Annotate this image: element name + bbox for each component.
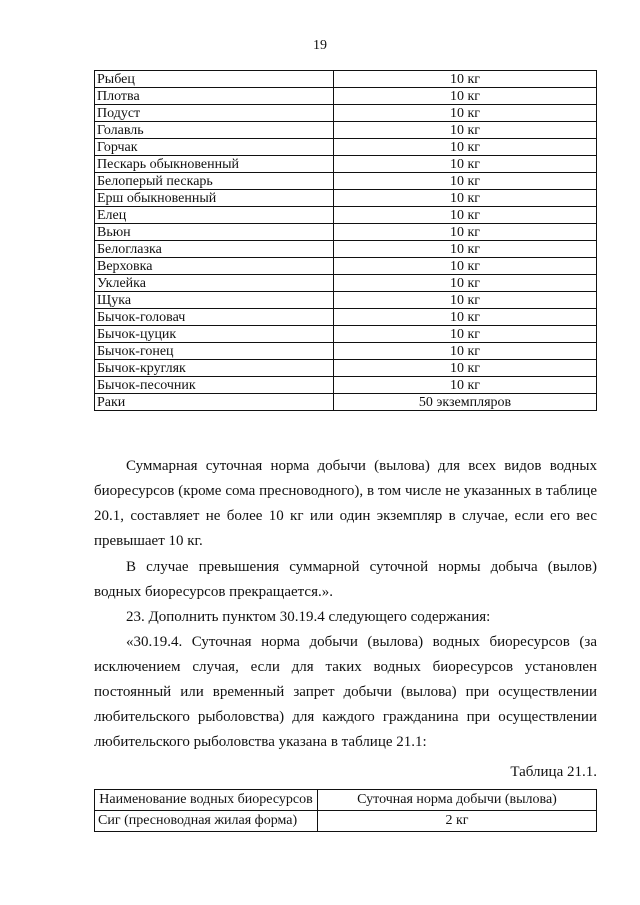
norm-cell: 50 экземпляров xyxy=(334,394,597,411)
species-cell: Бычок-головач xyxy=(95,309,334,326)
norm-cell: 10 кг xyxy=(334,122,597,139)
norm-cell: 10 кг xyxy=(334,139,597,156)
species-cell: Голавль xyxy=(95,122,334,139)
table-20-1 xyxy=(94,70,597,411)
norm-cell: 10 кг xyxy=(334,343,597,360)
paragraph-exceed: В случае превышения суммарной суточной нормы добыча (вылов) водных биоресурсов прекращается.». xyxy=(94,559,597,600)
table-row xyxy=(95,173,597,190)
table-21-1 xyxy=(94,789,597,832)
norm-cell: 10 кг xyxy=(334,326,597,343)
norm-cell: 10 кг xyxy=(334,105,597,122)
norm-cell: 10 кг xyxy=(334,377,597,394)
header-species: Наименование водных биоресурсов xyxy=(95,790,318,811)
header-norm: Суточная норма добычи (вылова) xyxy=(318,790,597,811)
norm-cell: 10 кг xyxy=(334,258,597,275)
norm-cell: 10 кг xyxy=(334,88,597,105)
species-cell: Бычок-песочник xyxy=(95,377,334,394)
species-cell: Плотва xyxy=(95,88,334,105)
paragraph-30-19-4: «30.19.4. Суточная норма добычи (вылова) водных биоресурсов (за исключением случая, если для таких водных биоресурсов установлен постоянный или временный запрет добычи (вылова) при осуществлении любительского рыболовства) для каждого гражданина при осуществлении любительского рыболовства указана в таблице 21.1: xyxy=(94,634,597,750)
norm-cell: 10 кг xyxy=(334,224,597,241)
table-row xyxy=(95,105,597,122)
species-cell: Бычок-гонец xyxy=(95,343,334,360)
norm-cell: 10 кг xyxy=(334,207,597,224)
species-cell: Белоперый пескарь xyxy=(95,173,334,190)
species-cell: Верховка xyxy=(95,258,334,275)
norm-cell: 10 кг xyxy=(334,190,597,207)
norm-cell: 10 кг xyxy=(334,71,597,88)
norm-cell: 10 кг xyxy=(334,173,597,190)
table-row xyxy=(95,811,597,832)
species-cell: Щука xyxy=(95,292,334,309)
species-cell: Рыбец xyxy=(95,71,334,88)
table-row xyxy=(95,190,597,207)
table-21-1-caption: Таблица 21.1. xyxy=(510,764,597,780)
table-row xyxy=(95,207,597,224)
table-row xyxy=(95,241,597,258)
table-row xyxy=(95,343,597,360)
table-row xyxy=(95,394,597,411)
table-row xyxy=(95,71,597,88)
norm-cell: 10 кг xyxy=(334,292,597,309)
table-row xyxy=(95,139,597,156)
table-row xyxy=(95,360,597,377)
species-cell: Раки xyxy=(95,394,334,411)
table-row xyxy=(95,309,597,326)
norm-cell: 10 кг xyxy=(334,156,597,173)
norm-cell: 10 кг xyxy=(334,360,597,377)
table-row xyxy=(95,326,597,343)
species-cell: Бычок-кругляк xyxy=(95,360,334,377)
species-cell: Уклейка xyxy=(95,275,334,292)
species-cell: Горчак xyxy=(95,139,334,156)
table-row xyxy=(95,377,597,394)
table-row xyxy=(95,275,597,292)
paragraph-total-norm: Суммарная суточная норма добычи (вылова) для всех видов водных биоресурсов (кроме сома пресноводного), в том числе не указанных в таблице 20.1, составляет не более 10 кг или один экземпляр в случае, если его вес превышает 10 кг. xyxy=(94,458,597,549)
table-row xyxy=(95,122,597,139)
species-cell: Подуст xyxy=(95,105,334,122)
species-cell: Вьюн xyxy=(95,224,334,241)
table-row xyxy=(95,292,597,309)
table-row xyxy=(95,258,597,275)
norm-cell: 10 кг xyxy=(334,275,597,292)
norm-cell: 10 кг xyxy=(334,241,597,258)
species-cell: Пескарь обыкновенный xyxy=(95,156,334,173)
paragraph-item-23: 23. Дополнить пунктом 30.19.4 следующего содержания: xyxy=(126,609,491,625)
species-cell: Елец xyxy=(95,207,334,224)
species-cell: Белоглазка xyxy=(95,241,334,258)
species-cell: Ерш обыкновенный xyxy=(95,190,334,207)
page-number: 19 xyxy=(313,38,327,53)
table-row xyxy=(95,224,597,241)
norm-cell: 2 кг xyxy=(318,811,597,832)
table-header-row xyxy=(95,790,597,811)
norm-cell: 10 кг xyxy=(334,309,597,326)
table-row xyxy=(95,156,597,173)
species-cell: Бычок-цуцик xyxy=(95,326,334,343)
species-cell: Сиг (пресноводная жилая форма) xyxy=(95,811,318,832)
table-row xyxy=(95,88,597,105)
